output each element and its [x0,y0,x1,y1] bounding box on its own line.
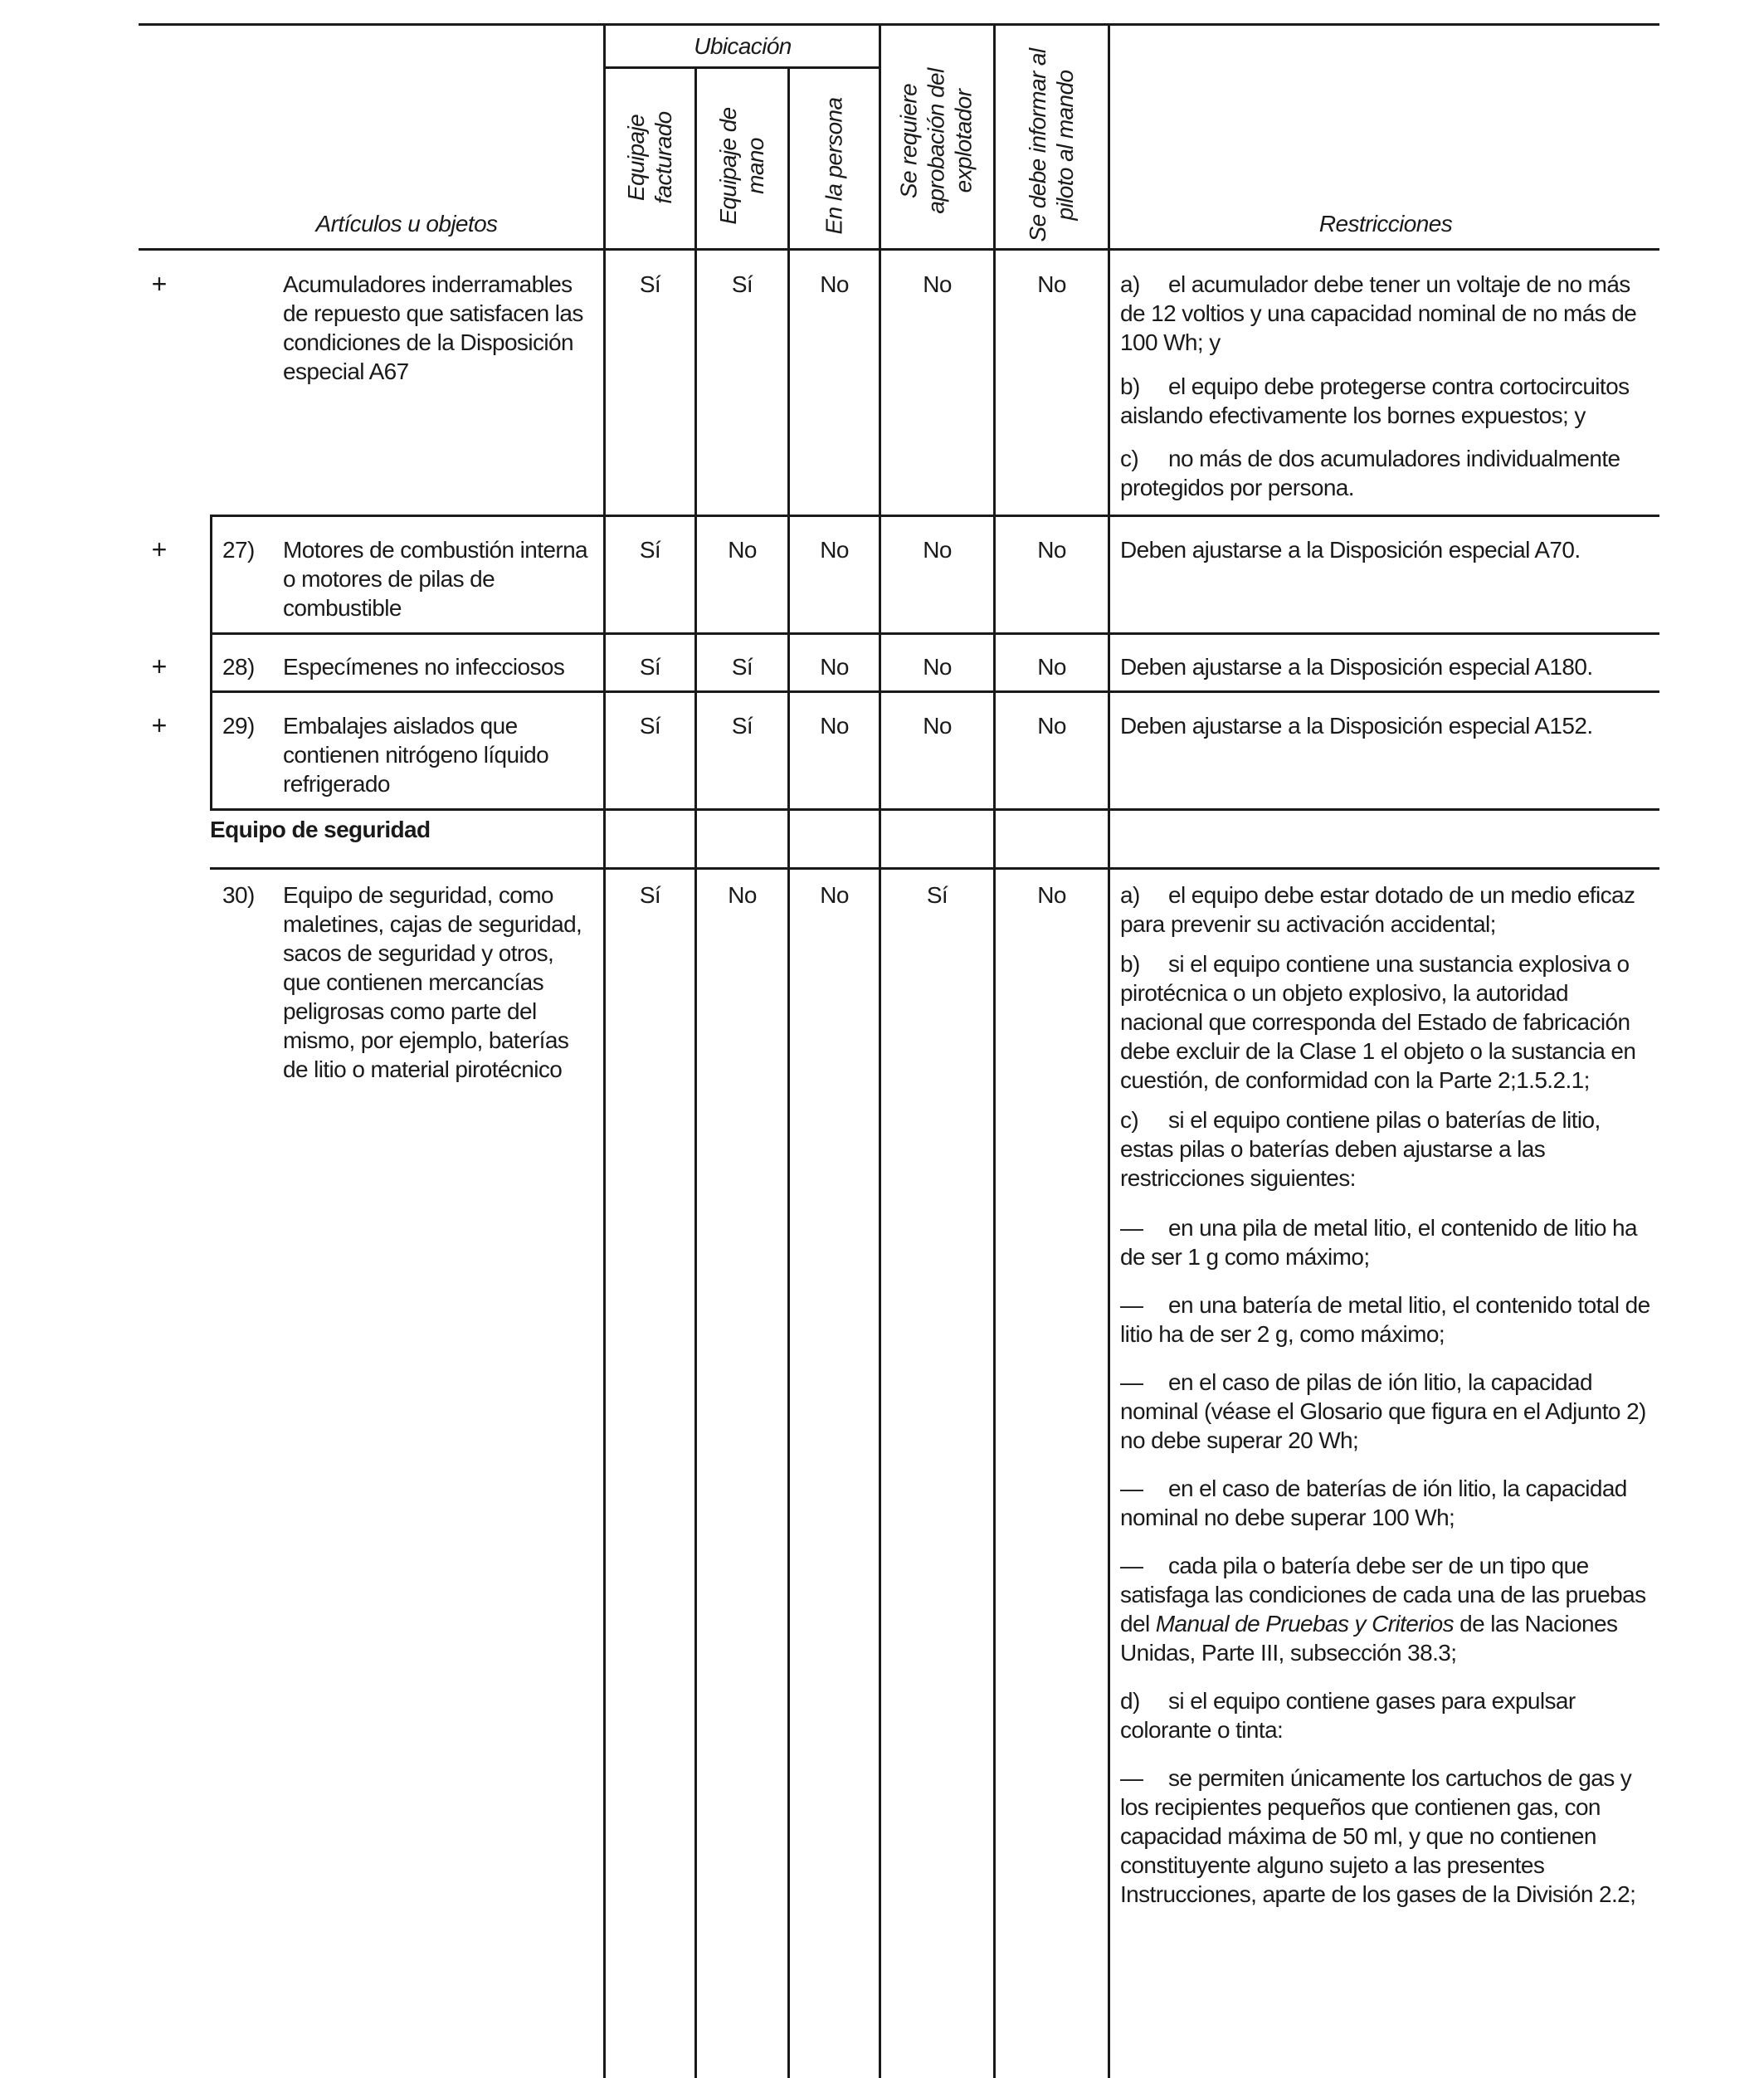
dash-mark: — [1120,1292,1143,1318]
dash-mark: — [1120,1765,1143,1791]
dash-mark: — [1120,1476,1143,1501]
dash-mark: — [1120,1553,1143,1578]
checked-value: Sí [639,271,661,297]
row-number: 30) [222,882,255,908]
approval-value: No [923,713,952,739]
restriction-text: de las Naciones Unidas, Parte III, subsección 38.3; [1120,1611,1618,1666]
manual-title: Manual de Pruebas y Criterios [1155,1611,1454,1637]
change-mark: + [151,710,168,740]
column-rule [879,23,881,2078]
on-person-value: No [820,654,849,680]
restriction-item [1120,1290,1651,1349]
approval-value: No [923,654,952,680]
restriction-mark: c) [1120,1107,1139,1133]
change-mark: + [151,269,168,299]
restriction-mark: a) [1120,882,1140,908]
restriction-text: Deben ajustarse a la Disposición especial A70. [1120,537,1581,563]
carry-on-value: No [728,882,757,908]
pilot-value: No [1037,537,1066,563]
restriction-text: Deben ajustarse a la Disposición especial A180. [1120,654,1593,680]
header-on-person: En la persona [821,97,847,235]
dash-mark: — [1120,1369,1143,1395]
restriction-text: en una batería de metal litio, el contenido total de litio ha de ser 2 g, como máximo; [1120,1292,1650,1347]
article-text: Acumuladores inderramables de repuesto que satisfacen las condiciones de la Disposición especial A67 [283,271,583,384]
on-person-value: No [820,271,849,297]
restriction-text: el equipo debe protegerse contra cortocircuitos aislando efectivamente los bornes expuestos; y [1120,373,1630,428]
restriction-text: el acumulador debe tener un voltaje de no más de 12 voltios y una capacidad nominal de no más de 100 Wh; y [1120,271,1637,355]
row-divider [210,808,1659,811]
row-divider [210,515,1659,517]
restriction-text: en una pila de metal litio, el contenido de litio ha de ser 1 g como máximo; [1120,1215,1637,1270]
row-number: 27) [222,537,255,563]
header-articles: Artículos u objetos [315,211,498,237]
change-mark: + [151,651,168,681]
restriction-item [1120,1213,1651,1271]
carry-on-value: Sí [731,713,753,739]
on-person-value: No [820,713,849,739]
header-inform-pilot: Se debe informar al piloto al mando [1025,48,1078,242]
checked-value: Sí [639,654,661,680]
restriction-item [1120,1368,1651,1455]
approval-value: No [923,271,952,297]
row-number: 28) [222,654,255,680]
location-subheader-rule [603,66,880,69]
approval-value: No [923,537,952,563]
pilot-value: No [1037,654,1066,680]
table-top-rule [139,23,1659,26]
restriction-text: el equipo debe estar dotado de un medio eficaz para prevenir su activación accidental; [1120,882,1635,937]
checked-value: Sí [639,713,661,739]
row-number-rule [210,515,212,808]
restriction-item [1120,1474,1651,1532]
column-rule [993,23,996,2078]
article-text: Equipo de seguridad, como maletines, cajas de seguridad, sacos de seguridad y otros, que contienen mercancías peligrosas como parte del mismo, por ejemplo, baterías de litio o material pirotécnico [283,882,582,1082]
change-mark: + [151,534,168,564]
restriction-text: no más de dos acumuladores individualmente protegidos por persona. [1120,446,1620,500]
restriction-text: si el equipo contiene una sustancia explosiva o pirotécnica o un objeto explosivo, la autoridad nacional que corresponda del Estado de fabricación debe excluir de la Clase 1 el objeto o la sustancia en cuestión, de conformidad con la Parte 2;1.5.2.1; [1120,951,1636,1093]
restriction-mark: b) [1120,951,1140,977]
column-rule [694,66,697,2078]
restriction-text: si el equipo contiene gases para expulsar colorante o tinta: [1120,1688,1576,1743]
restriction-text: se permiten únicamente los cartuchos de gas y los recipientes pequeños que contienen gas, con capacidad máxima de 50 ml, y que no contienen constituyente alguno sujeto a las presentes Instrucciones, aparte de los gases de la División 2.2; [1120,1765,1636,1907]
carry-on-value: Sí [731,271,753,297]
column-rule [1108,23,1110,2078]
restriction-item [1120,1763,1651,1909]
row-number: 29) [222,713,255,739]
pilot-value: No [1037,271,1066,297]
restriction-item [1120,372,1651,430]
pilot-value: No [1037,882,1066,908]
pilot-value: No [1037,713,1066,739]
restriction-mark: c) [1120,446,1139,471]
section-title: Equipo de seguridad [210,815,600,844]
restriction-item [1120,1686,1651,1744]
article-text: Especímenes no infecciosos [283,654,565,680]
restriction-mark: a) [1120,271,1140,297]
header-location: Ubicación [694,33,792,59]
restriction-item [1120,880,1651,939]
restriction-item [1120,1105,1651,1193]
restriction-text: cada pila o batería debe ser de un tipo que satisfaga las condiciones de cada una de las pruebas del [1120,1553,1646,1637]
on-person-value: No [820,882,849,908]
header-restrictions: Restricciones [1318,211,1453,237]
restriction-text: en el caso de baterías de ión litio, la capacidad nominal no debe superar 100 Wh; [1120,1476,1627,1530]
restriction-item [1120,949,1651,1095]
carry-on-value: Sí [731,654,753,680]
header-bottom-rule [139,248,1659,251]
header-carry-on-baggage: Equipaje de mano [715,107,768,225]
restriction-text: si el equipo contiene pilas o baterías de litio, estas pilas o baterías deben ajustarse a las restricciones siguientes: [1120,1107,1601,1191]
header-checked-baggage: Equipaje facturado [623,111,676,204]
section-divider [210,867,1659,870]
article-text: Motores de combustión interna o motores de pilas de combustible [283,537,588,621]
article-text: Embalajes aislados que contienen nitrógeno líquido refrigerado [283,713,549,797]
restriction-item [1120,270,1651,357]
approval-value: Sí [926,882,948,908]
column-rule [603,23,606,2078]
restriction-item [1120,1551,1651,1667]
restriction-mark: b) [1120,373,1140,399]
checked-value: Sí [639,882,661,908]
row-divider [210,690,1659,693]
restriction-mark: d) [1120,1688,1140,1714]
header-operator-approval: Se requiere aprobación del explotador [895,68,977,214]
on-person-value: No [820,537,849,563]
carry-on-value: No [728,537,757,563]
row-divider [210,632,1659,635]
restriction-item [1120,444,1651,502]
restriction-text: en el caso de pilas de ión litio, la capacidad nominal (véase el Glosario que figura en el Adjunto 2) no debe superar 20 Wh; [1120,1369,1646,1453]
dash-mark: — [1120,1215,1143,1241]
restriction-text: Deben ajustarse a la Disposición especial A152. [1120,713,1593,739]
checked-value: Sí [639,537,661,563]
column-rule [787,66,790,2078]
